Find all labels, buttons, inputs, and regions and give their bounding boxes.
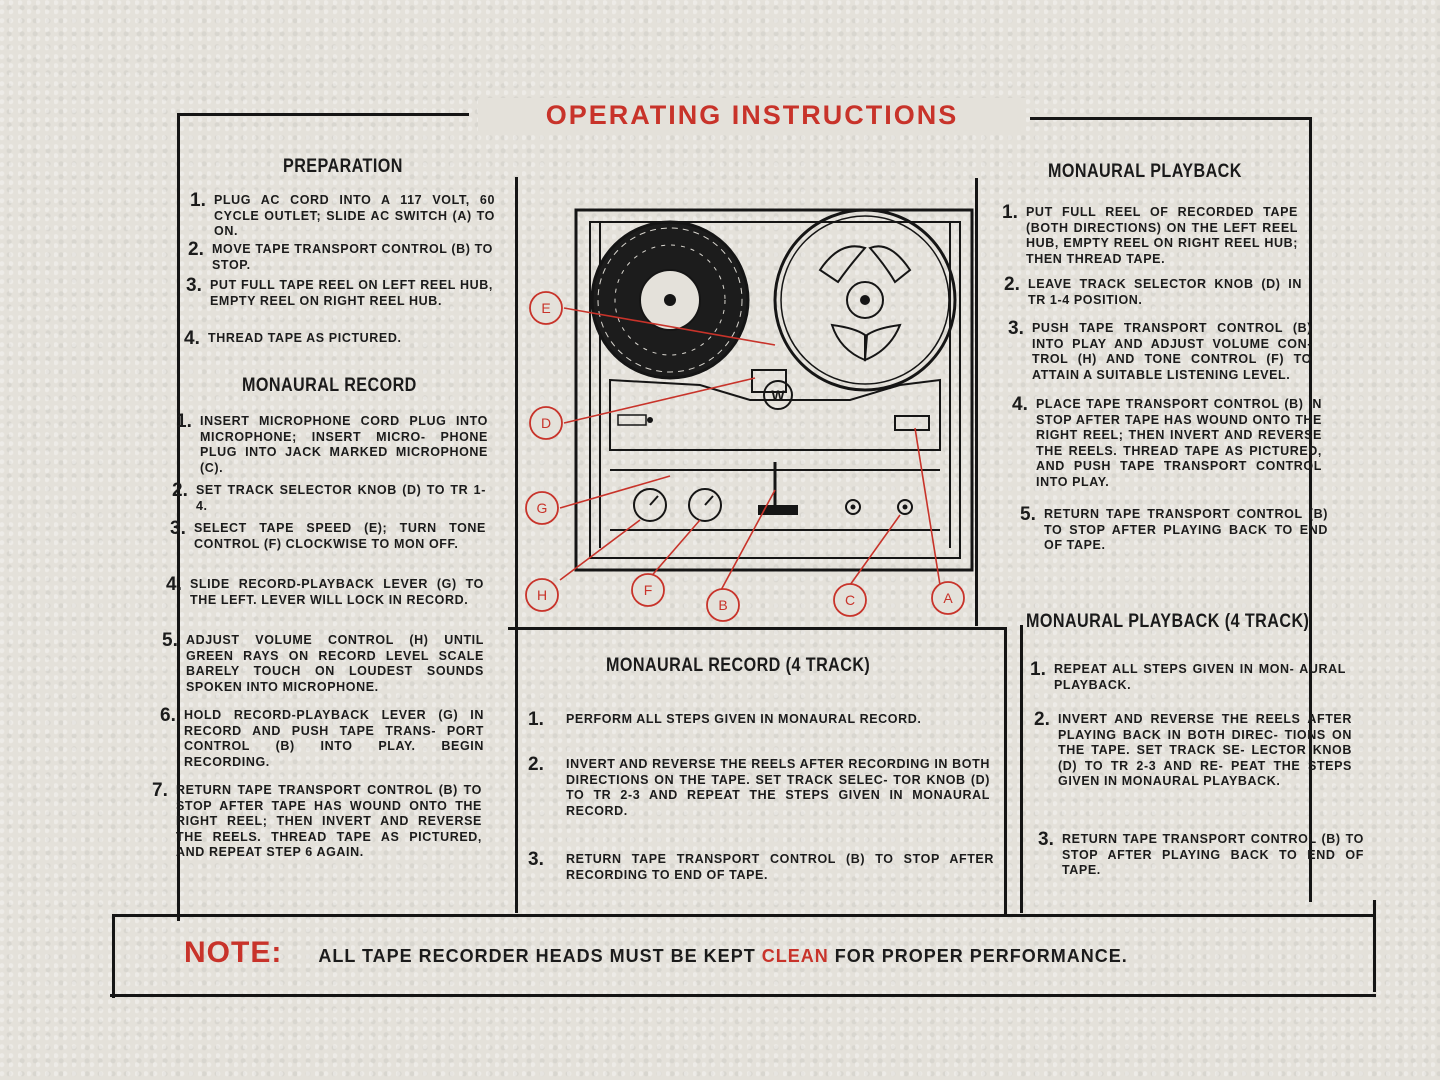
svg-text:W: W <box>771 387 785 403</box>
heading-monaural-playback-4-track: MONAURAL PLAYBACK (4 TRACK) <box>1026 611 1310 632</box>
label-b: B <box>718 597 728 613</box>
step-text: PERFORM ALL STEPS GIVEN IN MONAURAL RECORD. <box>566 712 922 726</box>
label-c: C <box>844 592 856 608</box>
note-text-after: FOR PROPER PERFORMANCE. <box>828 946 1128 966</box>
rec-step-2 <box>172 480 486 514</box>
divider-left-col <box>515 177 518 913</box>
heading-monaural-playback: MONAURAL PLAYBACK <box>1048 161 1242 182</box>
step-number: 3. <box>186 275 202 296</box>
rec4-step-2 <box>528 754 990 819</box>
step-number: 5. <box>1020 504 1036 525</box>
play-step-2 <box>1004 274 1302 308</box>
step-text: PUSH TAPE TRANSPORT CONTROL (B) INTO PLAY AND ADJUST VOLUME CON- TROL (H) AND TONE CONTROL (F) TO ATTAIN A SUITABLE LISTENING LEVEL. <box>1032 321 1312 382</box>
step-text: PUT FULL REEL OF RECORDED TAPE (BOTH DIRECTIONS) ON THE LEFT REEL HUB, EMPTY REEL ON RIGHT REEL HUB; THEN THREAD TAPE. <box>1026 205 1298 266</box>
frame-top-left <box>177 113 469 116</box>
step-number: 5. <box>162 630 178 651</box>
label-d: D <box>540 415 552 431</box>
heading-preparation: PREPARATION <box>283 156 403 177</box>
step-number: 2. <box>528 754 544 775</box>
rec-step-3 <box>170 518 486 552</box>
note-line <box>184 936 1128 970</box>
right-reel-icon <box>775 210 955 390</box>
step-text: HOLD RECORD-PLAYBACK LEVER (G) IN RECORD AND PUSH TAPE TRANS- PORT CONTROL (B) INTO PLAY. BEGIN RECORDING. <box>184 708 484 769</box>
step-number: 4. <box>1012 394 1028 415</box>
tape-recorder-diagram <box>520 200 980 630</box>
step-number: 1. <box>528 709 544 730</box>
play4-step-3 <box>1038 829 1364 879</box>
step-text: PLACE TAPE TRANSPORT CONTROL (B) IN STOP AFTER TAPE HAS WOUND ONTO THE RIGHT REEL; THEN INVERT AND REVERSE THE REELS. THREAD TAPE AS PICTURED, AND PUSH TAPE TRANSPORT CONTROL INTO PLAY. <box>1036 397 1322 489</box>
step-number: 2. <box>1034 709 1050 730</box>
step-text: SELECT TAPE SPEED (E); TURN TONE CONTROL (F) CLOCKWISE TO MON OFF. <box>194 521 486 551</box>
step-number: 1. <box>176 411 192 432</box>
step-number: 3. <box>1038 829 1054 850</box>
play-step-1 <box>1002 202 1298 267</box>
rec-step-5 <box>162 630 484 695</box>
step-text: INVERT AND REVERSE THE REELS AFTER PLAYING BACK IN BOTH DIREC- TIONS ON THE TAPE. SET TRACK SE- LECTOR KNOB (D) TO TR 2-3 AND RE- PEAT THE STEPS GIVEN IN MONAURAL PLAYBACK. <box>1058 712 1352 788</box>
heading-monaural-record: MONAURAL RECORD <box>242 375 417 396</box>
rec-step-1 <box>176 411 488 476</box>
note-box-left <box>112 914 115 998</box>
step-number: 2. <box>172 480 188 501</box>
step-text: REPEAT ALL STEPS GIVEN IN MON- AURAL PLAYBACK. <box>1054 662 1346 692</box>
step-number: 2. <box>188 239 204 260</box>
frame-top-right <box>1030 117 1312 120</box>
rec-step-6 <box>160 705 484 770</box>
step-number: 2. <box>1004 274 1020 295</box>
step-number: 6. <box>160 705 176 726</box>
step-text: RETURN TAPE TRANSPORT CONTROL (B) TO STOP AFTER PLAYING BACK TO END OF TAPE. <box>1044 507 1328 552</box>
note-text-highlight: CLEAN <box>761 946 829 966</box>
step-number: 3. <box>170 518 186 539</box>
heading-monaural-record-4-track: MONAURAL RECORD (4 TRACK) <box>606 655 871 676</box>
play4-step-1 <box>1030 659 1346 693</box>
label-h: H <box>536 587 548 603</box>
rec-step-7 <box>152 780 482 861</box>
label-e: E <box>541 300 551 316</box>
left-reel-icon <box>592 222 748 378</box>
step-text: INVERT AND REVERSE THE REELS AFTER RECORDING IN BOTH DIRECTIONS ON THE TAPE. SET TRACK SELEC- TOR KNOB (D) TO TR 2-3 AND REPEAT THE STEPS GIVEN IN MONAURAL RECORD. <box>566 757 990 818</box>
step-text: PLUG AC CORD INTO A 117 VOLT, 60 CYCLE OUTLET; SLIDE AC SWITCH (A) TO ON. <box>214 193 495 238</box>
note-text-before: ALL TAPE RECORDER HEADS MUST BE KEPT <box>318 946 762 966</box>
play-step-3 <box>1008 318 1312 383</box>
step-text: INSERT MICROPHONE CORD PLUG INTO MICROPHONE; INSERT MICRO- PHONE PLUG INTO JACK MARKED MICROPHONE (C). <box>200 414 488 475</box>
step-text: ADJUST VOLUME CONTROL (H) UNTIL GREEN RAYS ON RECORD LEVEL SCALE BARELY TOUCH ON LOUDEST SOUNDS SPOKEN INTO MICROPHONE. <box>186 633 484 694</box>
play4-step-2 <box>1034 709 1352 790</box>
label-g: G <box>536 500 548 516</box>
step-number: 7. <box>152 780 168 801</box>
note-box-right <box>1373 900 1376 992</box>
rec4-step-3 <box>528 849 994 883</box>
page-title: OPERATING INSTRUCTIONS <box>478 98 1026 132</box>
step-number: 3. <box>1008 318 1024 339</box>
step-text: SLIDE RECORD-PLAYBACK LEVER (G) TO THE LEFT. LEVER WILL LOCK IN RECORD. <box>190 577 484 607</box>
step-number: 1. <box>190 190 206 211</box>
label-a: A <box>943 590 953 606</box>
step-number: 1. <box>1002 202 1018 223</box>
step-number: 4. <box>184 328 200 349</box>
step-text: RETURN TAPE TRANSPORT CONTROL (B) TO STOP AFTER TAPE HAS WOUND ONTO THE RIGHT REEL; THEN INVERT AND REVERSE THE REELS. THREAD TAPE AS PICTURED, AND REPEAT STEP 6 AGAIN. <box>176 783 482 859</box>
prep-step-1 <box>190 190 495 240</box>
step-number: 3. <box>528 849 544 870</box>
step-text: MOVE TAPE TRANSPORT CONTROL (B) TO STOP. <box>212 242 493 272</box>
step-text: SET TRACK SELECTOR KNOB (D) TO TR 1-4. <box>196 483 486 513</box>
step-text: THREAD TAPE AS PICTURED. <box>208 331 402 345</box>
label-f: F <box>643 582 653 598</box>
prep-step-2 <box>188 239 493 273</box>
prep-step-4 <box>184 328 491 349</box>
divider-center-right <box>1004 627 1007 915</box>
rec-step-4 <box>166 574 484 608</box>
step-text: RETURN TAPE TRANSPORT CONTROL (B) TO STOP AFTER PLAYING BACK TO END OF TAPE. <box>1062 832 1364 877</box>
rec4-step-1 <box>528 709 988 730</box>
note-box-top <box>112 914 1376 917</box>
step-number: 4. <box>166 574 182 595</box>
step-text: PUT FULL TAPE REEL ON LEFT REEL HUB, EMPTY REEL ON RIGHT REEL HUB. <box>210 278 493 308</box>
note-label: NOTE: <box>184 936 283 969</box>
step-text: RETURN TAPE TRANSPORT CONTROL (B) TO STOP AFTER RECORDING TO END OF TAPE. <box>566 852 994 882</box>
prep-step-3 <box>186 275 493 309</box>
play-step-5 <box>1020 504 1328 554</box>
play-step-4 <box>1012 394 1322 490</box>
step-text: LEAVE TRACK SELECTOR KNOB (D) IN TR 1-4 POSITION. <box>1028 277 1302 307</box>
step-number: 1. <box>1030 659 1046 680</box>
divider-right-bottom <box>1020 625 1023 913</box>
note-box-bottom <box>110 994 1376 997</box>
